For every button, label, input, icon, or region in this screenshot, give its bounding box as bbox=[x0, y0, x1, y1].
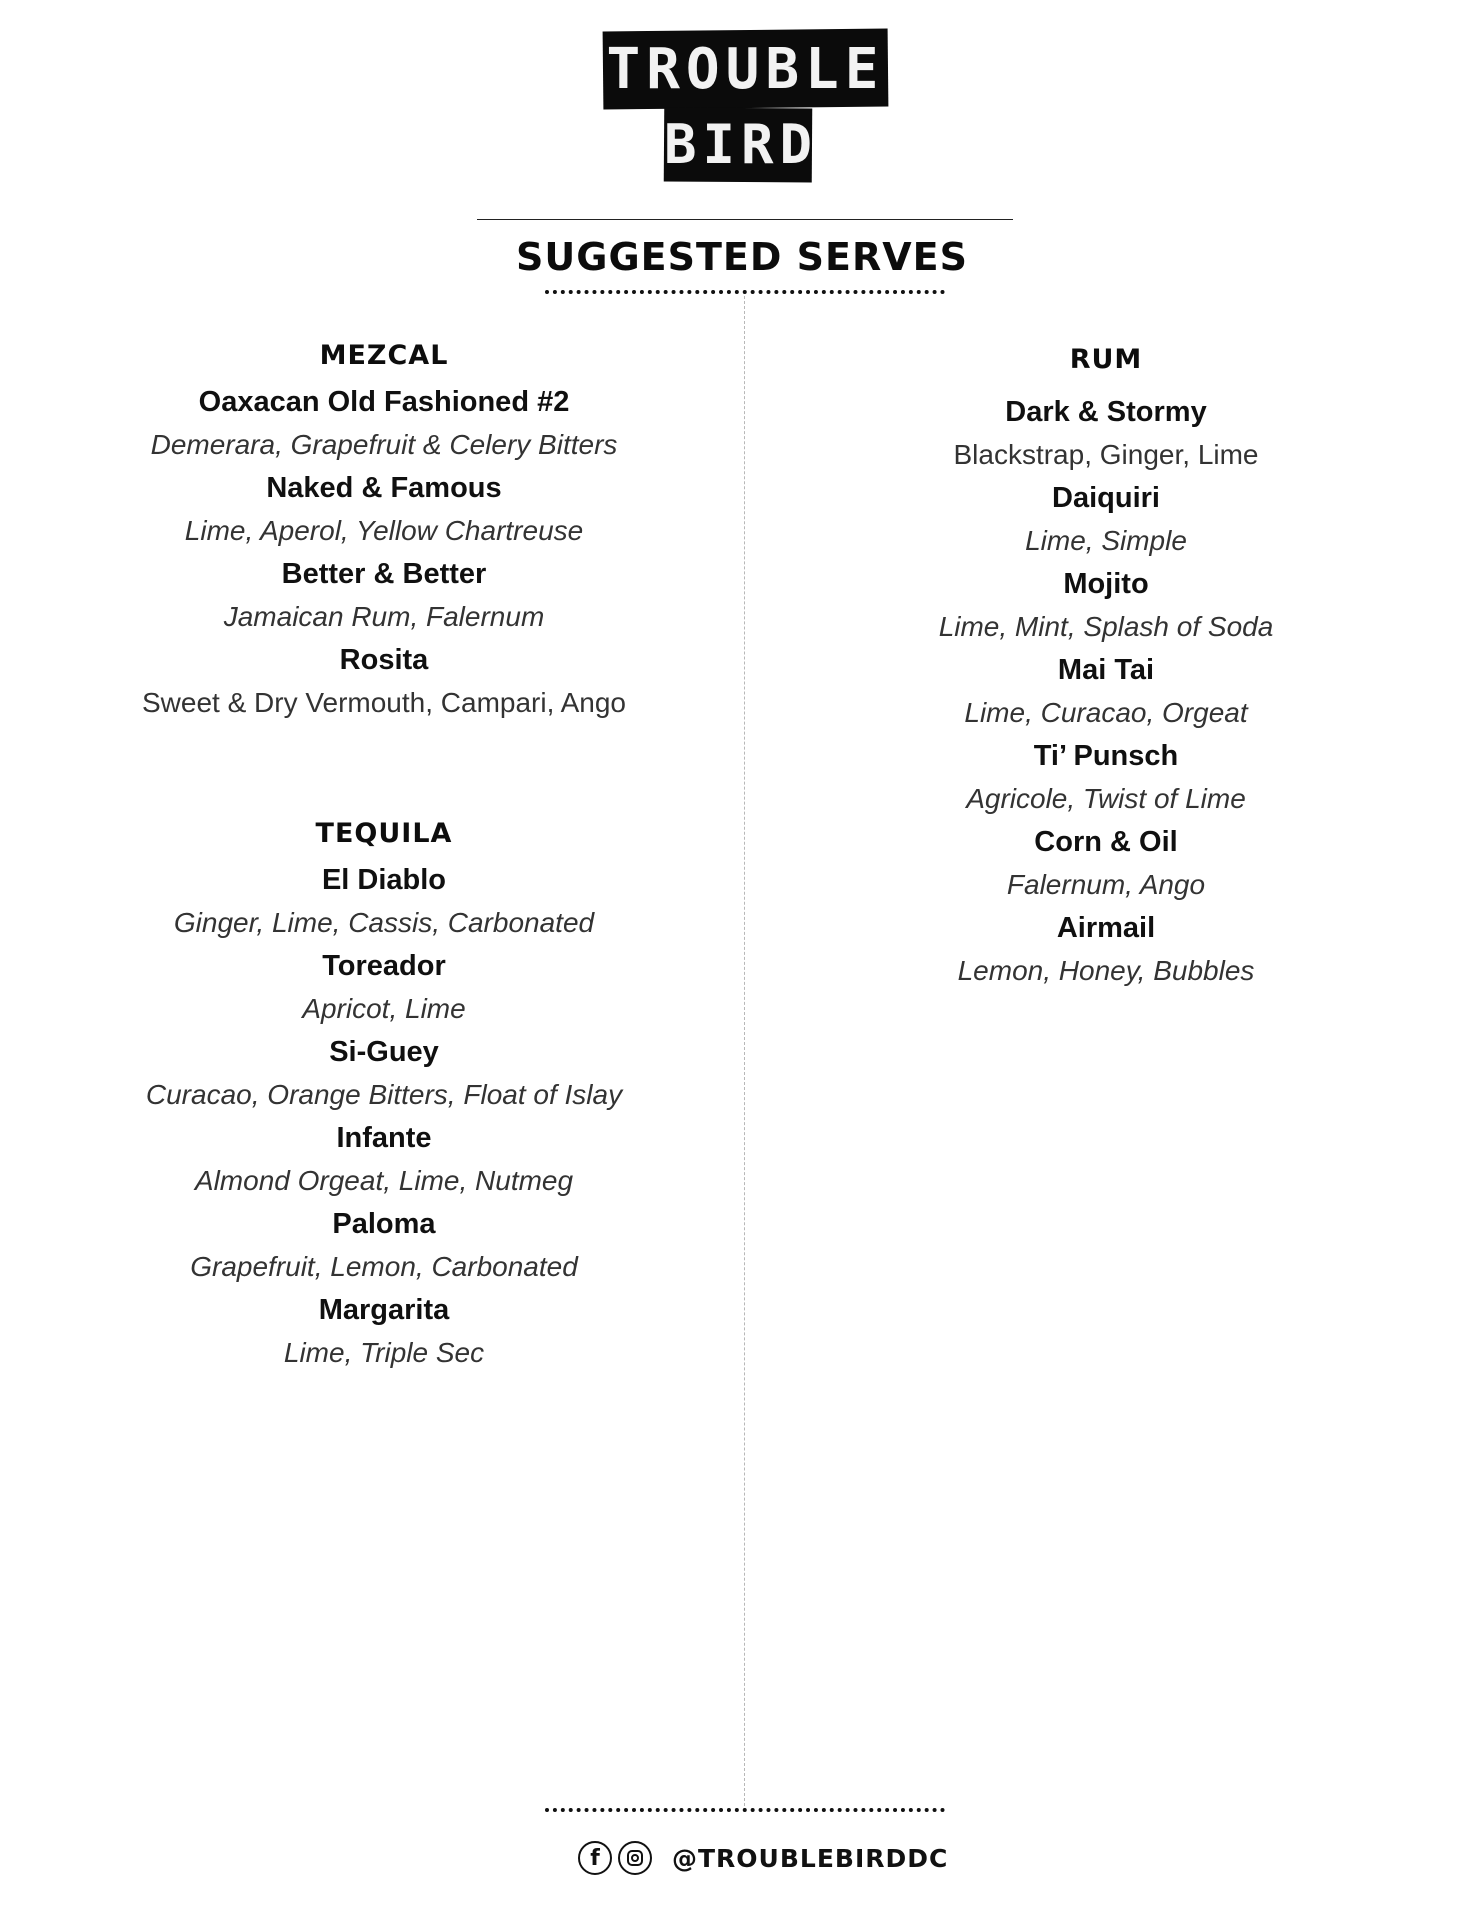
section-tequila bbox=[84, 814, 684, 1374]
header-rule bbox=[477, 219, 1013, 220]
drink-name: Si-Guey bbox=[329, 1036, 439, 1068]
drink-name: Corn & Oil bbox=[1034, 826, 1178, 858]
drink-description: Jamaican Rum, Falernum bbox=[223, 601, 545, 632]
section-title-tequila: TEQUILA bbox=[315, 818, 453, 849]
facebook-glyph: f bbox=[590, 1846, 600, 1871]
drink-description: Lime, Mint, Splash of Soda bbox=[938, 611, 1274, 642]
drink-description: Sweet & Dry Vermouth, Campari, Ango bbox=[142, 687, 626, 718]
section-title-mezcal: MEZCAL bbox=[319, 340, 449, 371]
drink-name: Daiquiri bbox=[1052, 482, 1160, 514]
drink-name: Airmail bbox=[1056, 912, 1156, 944]
drink-name: Rosita bbox=[339, 644, 429, 676]
drink-description: Falernum, Ango bbox=[1006, 869, 1206, 900]
facebook-icon[interactable] bbox=[578, 1841, 612, 1875]
trouble-bird-logo bbox=[603, 30, 888, 182]
social-handle[interactable]: @TROUBLEBIRDDC bbox=[672, 1843, 949, 1873]
drink-name: Ti’ Punsch bbox=[1033, 740, 1179, 772]
page-title: SUGGESTED SERVES bbox=[516, 235, 968, 279]
section-rum bbox=[806, 340, 1406, 992]
drink-name: Better & Better bbox=[281, 558, 487, 590]
section-title-rum: RUM bbox=[1069, 344, 1143, 375]
drink-description: Lime, Curacao, Orgeat bbox=[964, 697, 1248, 728]
footer-dotted-rule bbox=[545, 1808, 945, 1812]
drink-description: Agricole, Twist of Lime bbox=[966, 783, 1246, 814]
drink-name: Margarita bbox=[318, 1294, 450, 1326]
drink-description: Blackstrap, Ginger, Lime bbox=[953, 439, 1259, 470]
drink-description: Lime, Triple Sec bbox=[283, 1337, 485, 1368]
section-mezcal bbox=[84, 336, 684, 724]
instagram-icon[interactable] bbox=[618, 1841, 652, 1875]
column-divider bbox=[744, 296, 745, 1806]
drink-description: Demerara, Grapefruit & Celery Bitters bbox=[150, 429, 618, 460]
drink-name: Infante bbox=[336, 1122, 432, 1154]
drink-description: Curacao, Orange Bitters, Float of Islay bbox=[145, 1079, 623, 1110]
drink-name: Dark & Stormy bbox=[1005, 396, 1207, 428]
logo-word-bird: BIRD bbox=[664, 113, 819, 176]
logo-word-trouble: TROUBLE bbox=[606, 37, 885, 102]
drink-name: Naked & Famous bbox=[266, 472, 502, 504]
drink-name: Mojito bbox=[1063, 568, 1149, 600]
drink-description: Apricot, Lime bbox=[302, 993, 466, 1024]
drink-name: El Diablo bbox=[321, 864, 447, 896]
drink-description: Ginger, Lime, Cassis, Carbonated bbox=[173, 907, 595, 938]
drink-description: Lime, Simple bbox=[1025, 525, 1187, 556]
instagram-lens bbox=[631, 1854, 639, 1862]
drink-name: Mai Tai bbox=[1057, 654, 1155, 686]
title-dotted-rule bbox=[545, 290, 945, 294]
drink-description: Grapefruit, Lemon, Carbonated bbox=[190, 1251, 578, 1282]
drink-description: Almond Orgeat, Lime, Nutmeg bbox=[194, 1165, 574, 1196]
drink-description: Lime, Aperol, Yellow Chartreuse bbox=[184, 515, 584, 546]
drink-description: Lemon, Honey, Bubbles bbox=[957, 955, 1255, 986]
social-footer bbox=[578, 1838, 948, 1878]
drink-name: Toreador bbox=[322, 950, 446, 982]
drink-name: Paloma bbox=[332, 1208, 436, 1240]
drink-name: Oaxacan Old Fashioned #2 bbox=[198, 386, 570, 418]
